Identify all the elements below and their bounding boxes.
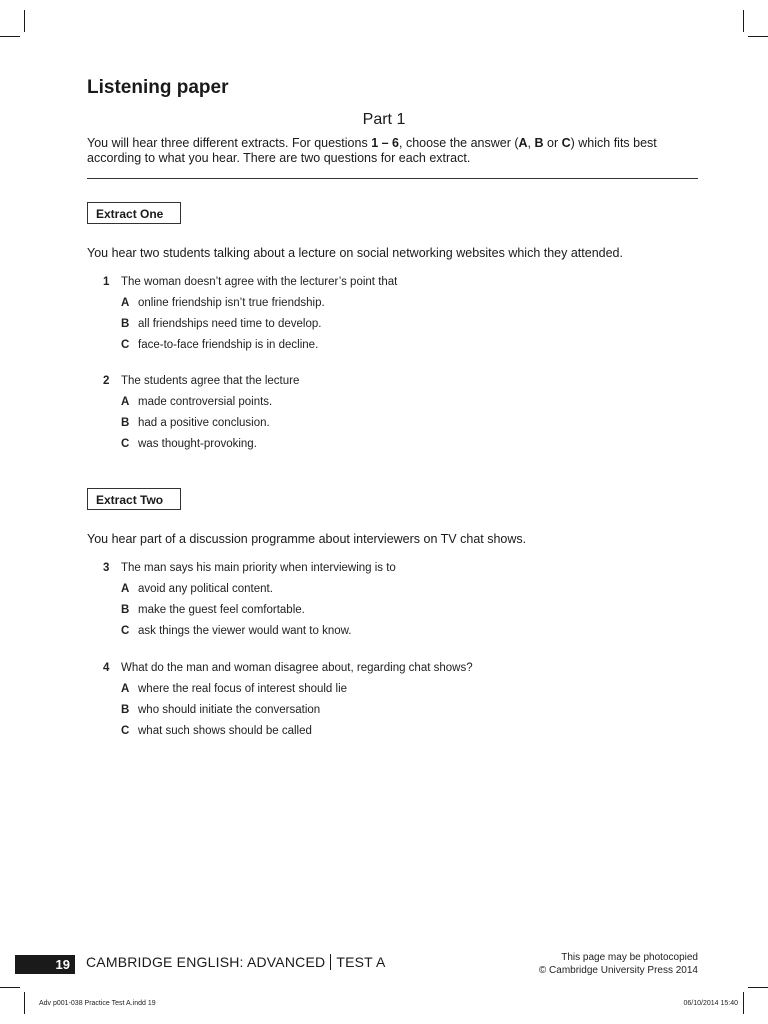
option-2c: C was thought-provoking.: [121, 438, 257, 450]
slug-filename: Adv p001-038 Practice Test A.indd 19: [39, 1000, 156, 1007]
option-3a: A avoid any political content.: [121, 583, 273, 595]
option-3c: C ask things the viewer would want to know.: [121, 625, 352, 637]
crop-mark-bottom-left-h: [0, 987, 20, 988]
option-2a: A made controversial points.: [121, 396, 273, 408]
question-number: 3: [103, 562, 110, 574]
question-text: The man says his main priority when interviewing is to: [121, 562, 396, 574]
divider: [87, 178, 698, 179]
crop-mark-bottom-right-h: [748, 987, 768, 988]
page-number: 19: [15, 955, 75, 974]
question-number: 4: [103, 662, 110, 674]
question-number: 1: [103, 276, 110, 288]
option-4a: A where the real focus of interest should lie: [121, 683, 348, 695]
extract-one-label: Extract One: [87, 202, 181, 224]
footer-title: CAMBRIDGE ENGLISH: ADVANCED TEST A: [86, 954, 386, 970]
extract-two-lead: You hear part of a discussion programme about interviewers on TV chat shows.: [87, 532, 527, 546]
option-2b: B had a positive conclusion.: [121, 417, 270, 429]
crop-mark-top-right-v: [743, 10, 744, 32]
extract-one-lead: You hear two students talking about a lecture on social networking websites which they attended.: [87, 246, 623, 260]
question-text: The woman doesn’t agree with the lecturer’s point that: [121, 276, 398, 288]
instructions: You will hear three different extracts. For questions 1 – 6, choose the answer (A, B or C) which fits best according to what you hear. There are two questions for each extract.: [87, 136, 657, 165]
slug-date: 06/10/2014 15:40: [683, 1000, 738, 1007]
option-4c: C what such shows should be called: [121, 725, 312, 737]
option-1c: C face-to-face friendship is in decline.: [121, 339, 319, 351]
photocopy-notice: This page may be photocopied © Cambridge University Press 2014: [538, 952, 698, 976]
crop-mark-bottom-right-v: [743, 992, 744, 1014]
question-number: 2: [103, 375, 110, 387]
extract-two-label: Extract Two: [87, 488, 181, 510]
crop-mark-top-left-v: [24, 10, 25, 32]
option-1b: B all friendships need time to develop.: [121, 318, 322, 330]
crop-mark-top-right-h: [748, 36, 768, 37]
page-title: Listening paper: [87, 77, 229, 98]
question-text: What do the man and woman disagree about, regarding chat shows?: [121, 662, 473, 674]
question-text: The students agree that the lecture: [121, 375, 300, 387]
option-3b: B make the guest feel comfortable.: [121, 604, 305, 616]
crop-mark-bottom-left-v: [24, 992, 25, 1014]
option-1a: A online friendship isn’t true friendship.: [121, 297, 325, 309]
crop-mark-top-left-h: [0, 36, 20, 37]
option-4b: B who should initiate the conversation: [121, 704, 321, 716]
part-heading: Part 1: [362, 111, 406, 128]
footer-separator: [330, 954, 331, 970]
